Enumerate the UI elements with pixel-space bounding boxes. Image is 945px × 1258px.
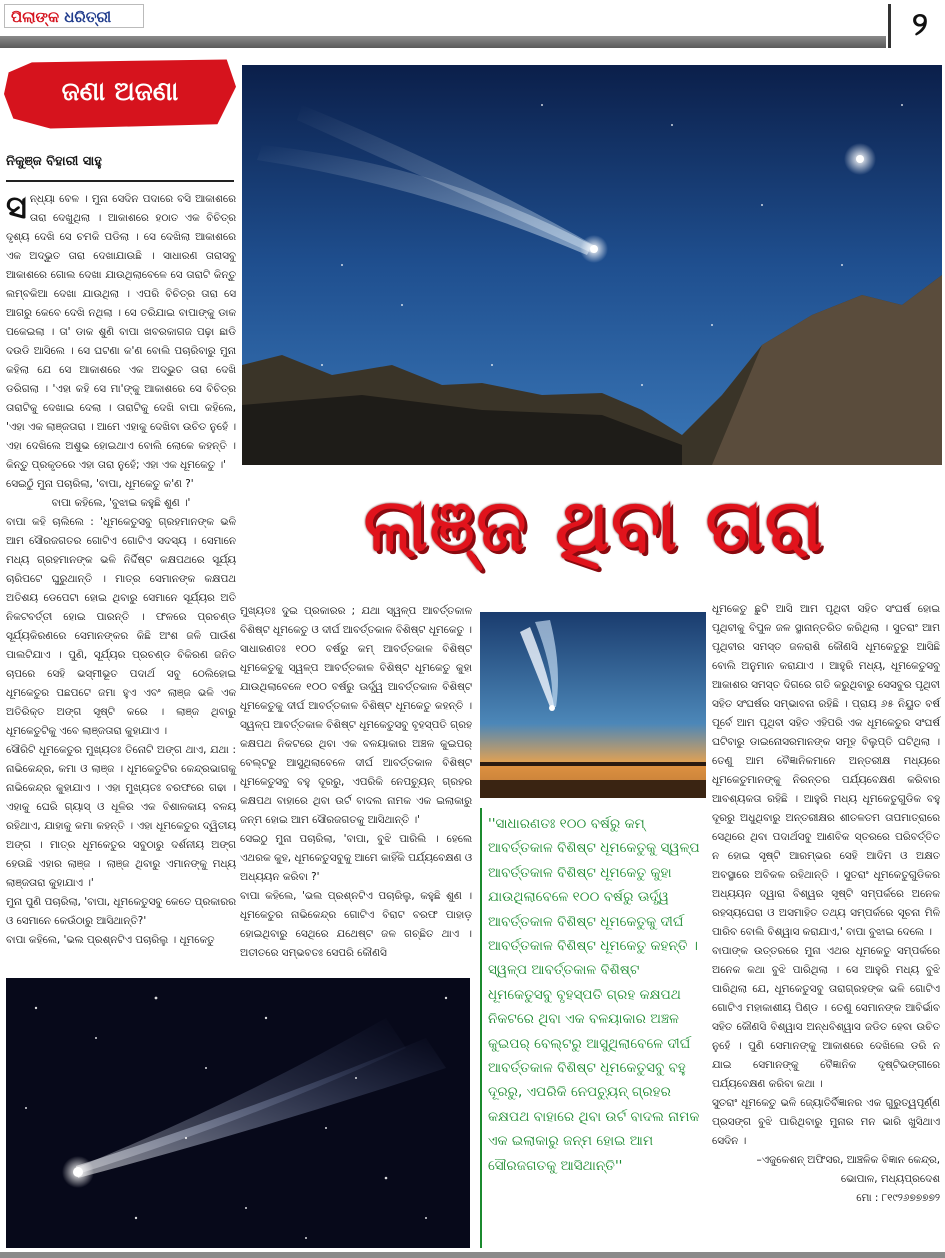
comet-dusk-image — [480, 612, 706, 798]
article-paragraph: ସେଇଠୁଁ ମୁନା ପଚାରିଲା, 'ବାପା, ଧୂମକେତୁ କ'ଣ ?' — [6, 478, 194, 490]
article-paragraph: ମୁନା ପୁଣି ପଚାରିଲା, 'ବାପା, ଧୂମକେତୁସବୁ କେତେ ପ୍ରକାରର ଓ ସେମାନେ କେଉଁଠାରୁ ଆସିଥାନ୍ତି?' — [6, 896, 236, 927]
brand-logo — [4, 4, 144, 28]
article-paragraph: ବାପା କହି ଚାଲିଲେ : 'ଧୂମକେତୁସବୁ ଗ୍ରହମାନଙ୍କ ଭଳି ଆମ ସୌରଜଗତର ଗୋଟିଏ ଗୋଟିଏ ସଦସ୍ୟ । ସେମାନେ ମଧ୍ୟ ଗ୍ରହମାନଙ୍କ ଭଳି ନିର୍ଦ୍ଦିଷ୍ଟ କକ୍ଷପଥରେ ସୂର୍ଯ୍ୟ ଚାରିପଟେ ଘୁରୁଥାନ୍ତି । ମାତ୍ର ସେମାନଙ୍କ କକ୍ଷପଥ ଅତିଶୟ ଡେପେଟା ହୋଇ ଥିବାରୁ ସେମାନେ ସୂର୍ଯ୍ୟର ଅତି ନିକଟବର୍ତ୍ତୀ ହୋଇ ପାରନ୍ତି । ଫଳରେ ପ୍ରଚଣ୍ଡ ସୂର୍ଯ୍ୟକିରଣରେ ସେମାନଙ୍କର କିଛି ଅଂଶ ଜଳି ପାଉଁଶ ପାଲଟିଯାଏ । ପୁଣି, ସୂର୍ଯ୍ୟର ପ୍ରଚଣ୍ଡ ବିକିରଣ ଜନିତ ଚାପରେ ସେହି ଭସ୍ମୀଭୂତ ପଦାର୍ଥ ସବୁ ଠେଲିହୋଇ ଧୂମକେତୁର ପଛପଟେ ଜମା ହୁଏ ଏବଂ ଲାଞ୍ଜ ଭଳି ଏକ ଅତିରିକ୍ତ ଅଙ୍ଗ ସୃଷ୍ଟି କରେ । ଲାଞ୍ଜ ଥିବାରୁ ଧୂମକେତୁଟିକୁ ଏବେ ଲାଞ୍ଜତାରା କୁହାଯାଏ । — [6, 516, 236, 737]
section-banner — [4, 58, 236, 130]
author-location: ଭୋପାଳ, ମଧ୍ୟପ୍ରଦେଶ — [840, 1173, 940, 1185]
drop-cap: ସ — [6, 188, 27, 226]
article-column-2 — [240, 602, 472, 963]
page-number: ୨ — [912, 5, 928, 43]
pull-quote: ''ସାଧାରଣତଃ ୧୦୦ ବର୍ଷରୁ କମ୍ ଆବର୍ତ୍ତକାଳ ବିଶିଷ୍ଟ ଧୂମକେତୁକୁ ସ୍ୱଳ୍ପ ଆବର୍ତ୍ତକାଳ ବିଶିଷ୍ଟ ଧୂମକେତୁ କୁହା ଯାଉଥିଲାବେଳେ ୧୦୦ ବର୍ଷରୁ ଊର୍ଦ୍ଧ୍ୱ ଆବର୍ତ୍ତକାଳ ବିଶିଷ୍ଟ ଧୂମକେତୁକୁ ଦୀର୍ଘ ଆବର୍ତ୍ତକାଳ ବିଶିଷ୍ଟ ଧୂମକେତୁ କହନ୍ତି । ସ୍ୱଳ୍ପ ଆବର୍ତ୍ତକାଳ ବିଶିଷ୍ଟ ଧୂମକେତୁସବୁ ବୃହସ୍ପତି ଗ୍ରହ କକ୍ଷପଥ ନିକଟରେ ଥିବା ଏକ ବଳୟାକାର ଅଞ୍ଚଳ କୁଇପର୍ ବେଲ୍ଟରୁ ଆସୁଥିଲାବେଳେ ଦୀର୍ଘ ଆବର୍ତ୍ତକାଳ ବିଶିଷ୍ଟ ଧୂମକେତୁସବୁ ବହୁ ଦୂରରୁ, ଏପରିକି ନେପଚ୍ୟୁନ୍ ଗ୍ରହର କକ୍ଷପଥ ବାହାରେ ଥିବା ଉର୍ଟ ବାଦଲ ନାମକ ଏକ ଇଲାକାରୁ ଜନ୍ମ ହୋଇ ଆମ ସୌରଜଗତକୁ ଆସିଥାନ୍ତି'' — [480, 808, 708, 1248]
article-paragraph: ସେଇଠୁ ମୁନା ପଚାରିଲା, 'ବାପା, ବୁଝି ପାରିଲି । ହେଲେ ଏଥରକ କୁହ, ଧୂମକେତୁସବୁକୁ ଆମେ କାହିଁକି ପର୍ଯ୍ୟବେକ୍ଷଣ ଓ ଅଧ୍ୟୟନ କରିବା ?' — [240, 833, 472, 883]
comet-starfield-image — [6, 978, 470, 1248]
section-title: ଜଣା ଅଜଣା — [61, 77, 179, 107]
comet-mountain-photo — [242, 65, 942, 465]
author-affiliation: –ଏଜୁକେଶନ୍ ଅଫିସର, ଆଞ୍ଚଳିକ ବିଜ୍ଞାନ କେନ୍ଦ୍ର, — [756, 1154, 940, 1166]
article-column-4 — [712, 600, 940, 1208]
article-paragraph: ସୌରିଟି ଧୂମକେତୁର ମୁଖ୍ୟତଃ ତିନୋଟି ଅଙ୍ଗ ଥାଏ, ଯଥା : ନାଭିକେନ୍ଦ୍ର, କମା ଓ ଲାଞ୍ଜ । ଧୂମକେତୁଟିର କେନ୍ଦ୍ରଭାଗକୁ ନାଭିକେନ୍ଦ୍ର କୁହାଯାଏ । ଏହା ମୁଖ୍ୟତଃ ବରଫରେ ଗଢା । ଏହାକୁ ଘେରି ଗ୍ୟାସ୍ ଓ ଧୂଳିର ଏକ ବିଶାଳକାୟ ବଳୟ ରହିଥାଏ, ଯାହାକୁ କମା କହନ୍ତି । ଏହା ଧୂମକେତୁର ଦ୍ୱିତୀୟ ଅଙ୍ଗ । ମାତ୍ର ଧୂମକେତୁର ସବୁଠାରୁ ଦର୍ଶନୀୟ ଅଙ୍ଗ ହେଉଛି ଏହାର ଲାଞ୍ଜ । ଲାଞ୍ଜ ଥିବାରୁ ଏମାନଙ୍କୁ ମଧ୍ୟ ଲାଞ୍ଜତାରା କୁହାଯାଏ ।' — [6, 744, 236, 889]
article-paragraph: ଧୂମକେତୁ ଛୁଟି ଆସି ଆମ ପୃଥିବୀ ସହିତ ସଂଘର୍ଷ ହୋଇ ପୃଥିବୀକୁ ବିପୁଳ ଜଳ ସ୍ଥାନାନ୍ତରିତ କରିଥିଲା । ସୁତରାଂ ଆମ ପୃଥିବୀର ସମସ୍ତ ଜଳରାଶି କୌଣସି ଧୂମକେତୁରୁ ଆସିଛି ବୋଲି ଅନୁମାନ କରାଯାଏ । ଆହୁରି ମଧ୍ୟ, ଧୂମକେତୁସବୁ ଆକାଶର ସମସ୍ତ ଦିଗରେ ଗତି କରୁଥିବାରୁ ସେସବୁର ପୃଥିବୀ ସହିତ ସଂଘର୍ଷର ସମ୍ଭାବନା ରହିଛି । ପ୍ରାୟ ୬୫ ନିୟୁତ ବର୍ଷ ପୂର୍ବେ ଆମ ପୃଥିବୀ ସହିତ ଏହିପରି ଏକ ଧୂମକେତୁର ସଂଘର୍ଷ ଘଟିବାରୁ ଡାଇନୋସରମାନଙ୍କ ସମୂହ ବିଲୁପ୍ତି ଘଟିଥିଲା । ତେଣୁ ଆମ ବୈଜ୍ଞାନିକମାନେ ଅନ୍ତରୀକ୍ଷ ମଧ୍ୟରେ ଧୂମକେତୁମାନଙ୍କୁ ନିରନ୍ତର ପର୍ଯ୍ୟବେକ୍ଷଣ କରିବାର ଆବଶ୍ୟକତା ରହିଛି । ଆହୁରି ମଧ୍ୟ ଧୂମକେତୁଗୁଡିକ ବହୁ ଦୂରରୁ ଅଧୁଥିବାରୁ ଅନ୍ତରୀକ୍ଷର ଶୀତଳତମ ତାପମାତ୍ରାରେ ସେଥିରେ ଥିବା ପଦାର୍ଥସବୁ ଆଣବିକ ସ୍ତରରେ ପରିବର୍ତ୍ତିତ ନ ହୋଇ ସୃଷ୍ଟି ଆରମ୍ଭର ସେହି ଆଦିମ ଓ ଅକ୍ଷତ ଅବସ୍ଥାରେ ଅବିକଳ ରହିଥାନ୍ତି । ସୁତରାଂ ଧୂମକେତୁଗୁଡିକର ଅଧ୍ୟୟନ ଦ୍ୱାରା ବିଶ୍ୱର ସୃଷ୍ଟି ସମ୍ପର୍କରେ ଅନେକ ରହସ୍ୟଘେରା ଓ ଅସମାହିତ ତଥ୍ୟ ସମ୍ପର୍କରେ ସୂଚନା ମିଳି ପାରିବ ବୋଲି ବିଶ୍ୱାସ କରାଯାଏ,' ବାପା ବୁଝାଇ ଦେଲେ । — [712, 603, 940, 938]
article-paragraph: ବାପା କହିଲେ, 'ଭଲ ପ୍ରଶ୍ନଟିଏ ପଚାରିଲୁ । ଧୂମକେତୁ — [6, 934, 215, 946]
article-paragraph: ବାପା କହିଲେ, 'ବୁଝାଇ କହୁଛି ଶୁଣ ।' — [51, 497, 191, 509]
comet-starfield-photo — [6, 978, 470, 1248]
comet-mountain-image — [242, 65, 942, 465]
article-paragraph: ମୁଖ୍ୟତଃ ଦୁଇ ପ୍ରକାରର ; ଯଥା ସ୍ୱଳ୍ପ ଆବର୍ତ୍ତକାଳ ବିଶିଷ୍ଟ ଧୂମକେତୁ ଓ ଦୀର୍ଘ ଆବର୍ତ୍ତକାଳ ବିଶିଷ୍ଟ ଧୂମକେତୁ । ସାଧାରଣତଃ ୧୦୦ ବର୍ଷରୁ କମ୍ ଆବର୍ତ୍ତକାଳ ବିଶିଷ୍ଟ ଧୂମକେତୁକୁ ସ୍ୱଳ୍ପ ଆବର୍ତ୍ତକାଳ ବିଶିଷ୍ଟ ଧୂମକେତୁ କୁହା ଯାଉଥିଲାବେଳେ ୧୦୦ ବର୍ଷରୁ ଊର୍ଦ୍ଧ୍ୱ ଆବର୍ତ୍ତକାଳ ବିଶିଷ୍ଟ ଧୂମକେତୁକୁ ଦୀର୍ଘ ଆବର୍ତ୍ତକାଳ ବିଶିଷ୍ଟ ଧୂମକେତୁ କହନ୍ତି । ସ୍ୱଳ୍ପ ଆବର୍ତ୍ତକାଳ ବିଶିଷ୍ଟ ଧୂମକେତୁସବୁ ବୃହସ୍ପତି ଗ୍ରହ କକ୍ଷପଥ ନିକଟରେ ଥିବା ଏକ ବଳୟାକାର ଅଞ୍ଚଳ କୁଇପର୍ ବେଲ୍ଟରୁ ଆସୁଥିଲାବେଳେ ଦୀର୍ଘ ଆବର୍ତ୍ତକାଳ ବିଶିଷ୍ଟ ଧୂମକେତୁସବୁ ବହୁ ଦୂରରୁ, ଏପରିକି ନେପଚ୍ୟୁନ୍ ଗ୍ରହର କକ୍ଷପଥ ବାହାରେ ଥିବା ଉର୍ଟ ବାଦଲ ନାମକ ଏକ ଇଲାକାରୁ ଜନ୍ମ ହୋଇ ଆମ ସୌରଜଗତକୁ ଆସିଥାନ୍ତି ।' — [240, 605, 472, 826]
article-paragraph — [6, 190, 236, 475]
article-column-1 — [6, 190, 236, 950]
brand-part-1: ପିଲାଙ୍କ — [11, 8, 60, 26]
paragraph-text: ନ୍ଧ୍ୟା ବେଳ । ମୁନା ସେଦିନ ପଦାରେ ବସି ଆକାଶରେ ତାରା ଦେଖୁଥିଲା । ଆକାଶରେ ହଠାତ ଏକ ବିଚିତ୍ର ଦୃଶ୍ୟ ଦେଖି ସେ ଚମକି ପଡିଲା । ସେ ଦେଖିଲା ଆକାଶରେ ଏକ ଅଦ୍ଭୁତ ତାରା ଦେଖାଯାଉଛି । ସାଧାରଣ ତାରାସବୁ ଆକାଶରେ ଗୋଲ ଦେଖା ଯାଉଥିଲାବେଳେ ସେ ତାରାଟି କିନ୍ତୁ ଲମ୍ବକିଆ ଦେଖା ଯାଉଥିଲା । ଏପରି ବିଚିତ୍ର ତାରା ସେ ଆଗରୁ କେବେ ଦେଖି ନଥିଲା । ସେ ତରିଯାଇ ବାପାଙ୍କୁ ଡାକ ପକେଇଲା । ତା' ଡାକ ଶୁଣି ବାପା ଖବରକାଗଜ ପଢ଼ା ଛାଡି ଦଉଡି ଆସିଲେ । ସେ ଘଟଣା କ'ଣ ବୋଲି ପଚାରିବାରୁ ମୁନା କହିଲା ଯେ ସେ ଆକାଶରେ ଏକ ଅଦ୍ଭୁତ ତାରା ଦେଖି ଡରିଗଲା । 'ଏହା କହି ସେ ମା'ଙ୍କୁ ଆକାଶରେ ସେ ବିଚିତ୍ର ତାରାଟିକୁ ଦେଖାଇ ଦେଲା । ତାରାଟିକୁ ଦେଖି ବାପା କହିଲେ, 'ଏହା ଏକ ଲାଞ୍ଜତାରା । ଆମେ ଏହାକୁ ଦେଖିବା ଉଚିତ ନୁହେଁ । ଏହା ଦେଖିଲେ ଅଶୁଭ ହୋଇଥାଏ ବୋଲି ଲୋକେ କହନ୍ତି । କିନ୍ତୁ ପ୍ରକୃତରେ ଏହା ତାରା ନୁହେଁ; ଏହା ଏକ ଧୂମକେତୁ ।' — [6, 193, 236, 471]
masthead — [0, 0, 945, 52]
header-bar — [0, 36, 886, 48]
article-paragraph: ବାପା କହିଲେ, 'ଭଲ ପ୍ରଶ୍ନଟିଏ ପଚାରିଲୁ, କହୁଛି ଶୁଣ । ଧୂମକେତୁର ନାଭିକେନ୍ଦ୍ର ଗୋଟିଏ ବିରାଟ ବରଫ ପାହାଡ଼ ହୋଇଥିବାରୁ ସେଥିରେ ଯଥେଷ୍ଟ ଜଳ ଗଚ୍ଛିତ ଥାଏ । ଅତୀତରେ ସମ୍ଭବତଃ ସେପରି କୌଣସି — [240, 890, 472, 959]
page-divider — [888, 4, 891, 48]
article-paragraph: ସୁତରାଂ ଧୂମକେତୁ ଭଳି ଜ୍ୟୋତିର୍ବିଜ୍ଞାନର ଏକ ଗୁରୁତ୍ୱପୂର୍ଣ୍ଣ ପ୍ରସଙ୍ଗ ବୁଝି ପାରିଥିବାରୁ ମୁନାର ମନ ଭାରି ଖୁସିଥାଏ ସେଦିନ । — [712, 1097, 940, 1147]
author-divider — [6, 180, 234, 182]
headline: ଲାଞ୍ଜ ଥିବା ତାରା — [363, 483, 825, 567]
footer-bar — [0, 1252, 945, 1258]
comet-dusk-photo — [480, 612, 706, 798]
author-phone: ମୋ : ୮୧୯୨୬୭୭୭୭୨ — [856, 1192, 940, 1204]
article-paragraph: ବାପାଙ୍କ ଉତ୍ତରରେ ମୁନା ଏଥର ଧୂମକେତୁ ସମ୍ପର୍କରେ ଅନେକ କଥା ବୁଝି ପାରିଥିଲା । ସେ ଆହୁରି ମଧ୍ୟ ବୁଝି ପାରିଥିଲା ଯେ, ଧୂମକେତୁସବୁ ତାରାଗ୍ରହଙ୍କ ଭଳି ଗୋଟିଏ ଗୋଟିଏ ମହାକାଶୀୟ ପିଣ୍ଡ । ତେଣୁ ସେମାନଙ୍କ ଆବିର୍ଭାବ ସହିତ କୌଣସି ବିଶ୍ୱାସ ଅନ୍ଧବିଶ୍ୱାସ ଜଡିତ ହେବା ଉଚିତ ନୁହେଁ । ପୁଣି ସେମାନଙ୍କୁ ଆକାଶରେ ଦେଖିଲେ ଡରି ନ ଯାଇ ସେମାନଙ୍କୁ ବୈଜ୍ଞାନିକ ଦୃଷ୍ଟିଭଙ୍ଗୀରେ ପର୍ଯ୍ୟବେକ୍ଷଣ କରିବା କଥା । — [712, 945, 940, 1090]
brand-part-2: ଧରିତ୍ରୀ — [64, 8, 112, 26]
author-name: ନିକୁଞ୍ଜ ବିହାରୀ ସାହୁ — [6, 154, 102, 169]
